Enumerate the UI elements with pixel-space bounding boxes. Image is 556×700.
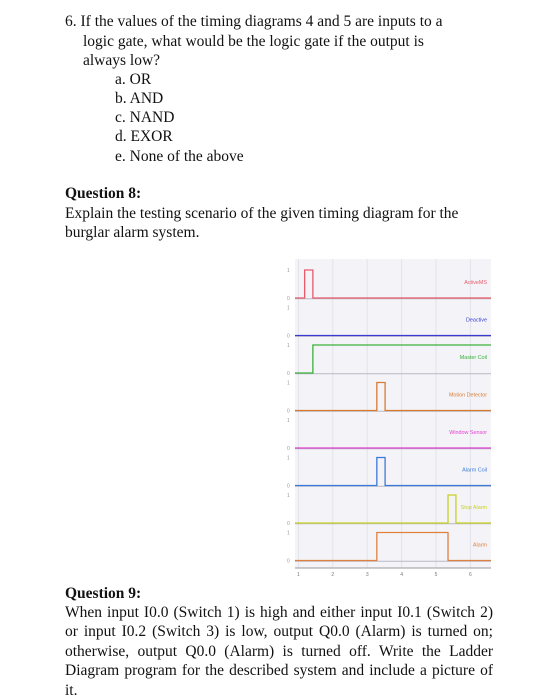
- signal-label-7: Alarm: [472, 542, 487, 549]
- y-tick-high-7: 1: [287, 530, 290, 537]
- timing-diagram: [283, 259, 495, 579]
- y-tick-low-6: 0: [287, 521, 290, 527]
- y-tick-low-4: 0: [287, 446, 290, 452]
- x-tick-4: 4: [400, 572, 403, 578]
- plot-background: [295, 259, 491, 568]
- q6-line-2: logic gate, what would be the logic gate if the output is: [83, 33, 424, 50]
- y-tick-high-0: 1: [287, 268, 290, 274]
- signal-label-5: Alarm Coil: [462, 467, 487, 474]
- y-tick-low-3: 0: [287, 408, 290, 415]
- signal-label-2: Master Coil: [459, 355, 487, 361]
- y-tick-high-2: 1: [287, 343, 290, 349]
- y-tick-high-3: 1: [287, 380, 290, 387]
- y-tick-low-7: 0: [287, 558, 290, 565]
- y-tick-high-4: 1: [287, 418, 290, 424]
- q8-line-1: Explain the testing scenario of the given timing diagram for the: [65, 205, 459, 222]
- x-tick-6: 6: [468, 572, 472, 578]
- q6-line-3: always low?: [83, 52, 161, 69]
- y-tick-low-5: 0: [287, 483, 290, 490]
- signal-label-6: Stop Alarm: [460, 505, 487, 511]
- y-tick-low-0: 0: [287, 296, 290, 302]
- q8-heading: Question 8:: [65, 185, 142, 202]
- q9-body: When input I0.0 (Switch 1) is high and either input I0.1 (Switch 2) or input I0.2 (Switch 3) is low, output Q0.0 (Alarm) is turned on; otherwise, output Q0.0 (Alarm) is turned off. Write the Ladder Diagram program for the described system and include a picture of it.: [65, 604, 493, 699]
- x-tick-1: 1: [297, 572, 300, 578]
- q8-line-2: burglar alarm system.: [65, 224, 200, 241]
- q6-option-c: c. NAND: [115, 109, 175, 126]
- q9-heading: Question 9:: [65, 585, 142, 602]
- q6-option-e: e. None of the above: [115, 148, 244, 165]
- signal-label-1: Deactive: [466, 317, 487, 324]
- y-tick-high-6: 1: [287, 493, 290, 499]
- signal-label-4: Window Sensor: [449, 430, 487, 436]
- y-tick-low-2: 0: [287, 371, 290, 377]
- signal-label-0: ActiveMS: [464, 280, 487, 286]
- q6-option-a: a. OR: [115, 71, 152, 88]
- q6-option-d: d. EXOR: [115, 128, 173, 145]
- x-tick-3: 3: [365, 572, 369, 578]
- x-tick-2: 2: [331, 572, 335, 578]
- signal-label-3: Motion Detector: [448, 392, 487, 399]
- q6-line-1: 6. If the values of the timing diagrams 4 and 5 are inputs to a: [65, 13, 443, 30]
- x-tick-5: 5: [434, 572, 438, 578]
- y-tick-low-1: 0: [287, 333, 290, 340]
- y-tick-high-5: 1: [287, 455, 290, 462]
- q6-option-b: b. AND: [115, 90, 164, 107]
- y-tick-high-1: 1: [287, 305, 290, 312]
